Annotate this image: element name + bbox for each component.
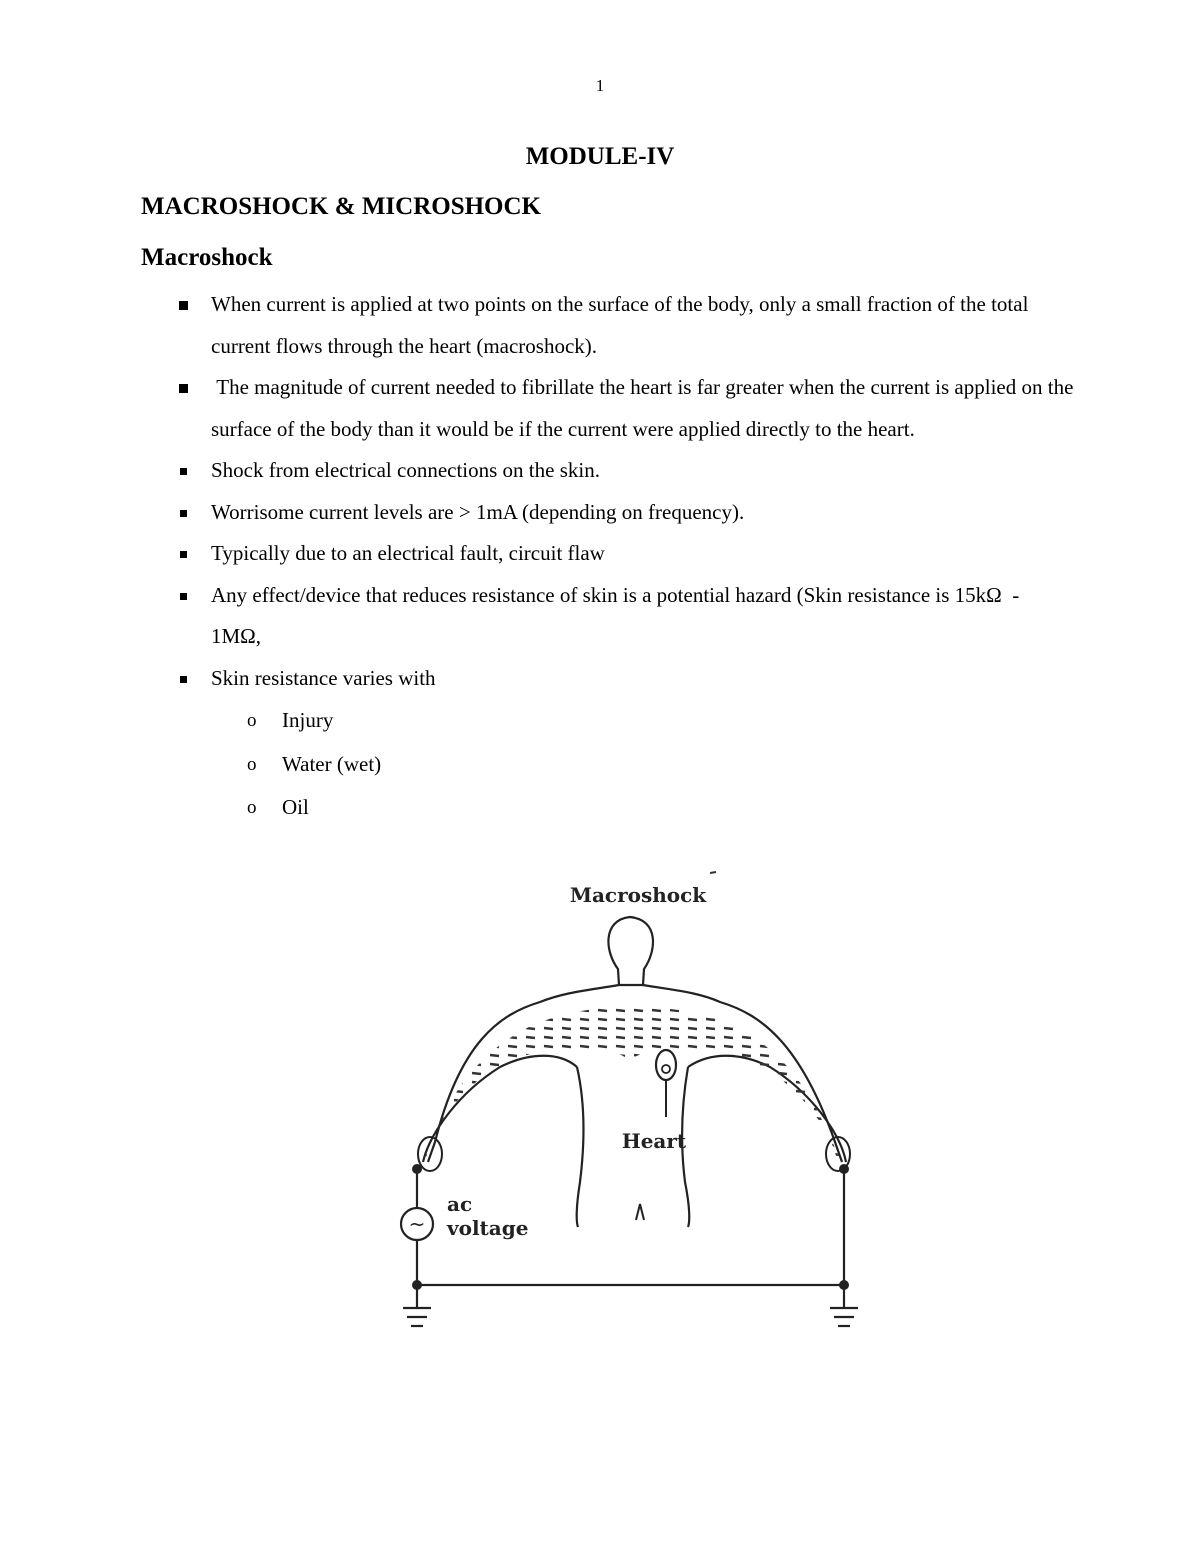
circle-bullet-icon: o [247, 710, 257, 731]
sub-list-item [211, 743, 1076, 787]
bullet-text: Worrisome current levels are > 1mA (depending on frequency). [211, 499, 745, 524]
square-bullet-icon [180, 593, 187, 600]
heart-label: Heart [621, 1129, 687, 1153]
bullet-text: Skin resistance varies with [211, 665, 436, 690]
macroshock-figure [380, 862, 880, 1352]
sub-bullet-text: Injury [282, 708, 334, 732]
circle-bullet-icon: o [247, 753, 257, 775]
list-item [176, 367, 1079, 450]
left-ground-node [412, 1280, 422, 1290]
list-item [176, 658, 1076, 830]
left-torso-outline [577, 1067, 584, 1227]
list-item [176, 533, 1076, 575]
square-bullet-icon [180, 676, 187, 683]
sub-list-item [211, 786, 1076, 830]
macroshock-bullet-list [176, 284, 1079, 830]
right-ground-node [839, 1280, 849, 1290]
right-ground-icon [830, 1308, 858, 1326]
skin-resistance-sub-list [211, 699, 1076, 830]
square-bullet-icon [180, 510, 187, 517]
heart-inner-icon [662, 1065, 670, 1073]
voltage-label: voltage [447, 1216, 529, 1240]
ac-source-symbol: ~ [408, 1212, 426, 1236]
sub-list-item [211, 699, 1076, 743]
stray-mark [710, 872, 716, 873]
bullet-text: Typically due to an electrical fault, circuit flaw [211, 541, 605, 565]
section-title: MACROSHOCK & MICROSHOCK [141, 193, 541, 220]
module-title: MODULE-IV [525, 143, 675, 170]
list-item [176, 450, 1076, 492]
ac-label: ac [447, 1192, 473, 1216]
bullet-text: Any effect/device that reduces resistance of skin is a potential hazard (Skin resistance is 15kΩ - 1MΩ, [211, 582, 1030, 648]
macroshock-diagram [380, 862, 880, 1352]
subsection-title: Macroshock [141, 244, 273, 271]
square-bullet-icon [180, 551, 187, 558]
circle-bullet-icon: o [247, 797, 257, 818]
bullet-text: The magnitude of current needed to fibrillate the heart is far greater when the current is applied on the surface of the body than it would be if the current were applied directly to the heart. [211, 375, 1079, 441]
head-outline [608, 917, 653, 985]
square-bullet-icon [179, 384, 188, 393]
bullet-text: When current is applied at two points on the surface of the body, only a small fraction of the total current flows through the heart (macroshock). [211, 292, 1029, 358]
sub-bullet-text: Oil [282, 795, 309, 819]
page-number: 1 [595, 76, 605, 95]
list-item [176, 575, 1076, 658]
sub-bullet-text: Water (wet) [282, 751, 382, 776]
list-item [176, 284, 1076, 367]
left-ground-icon [403, 1308, 431, 1326]
square-bullet-icon [180, 468, 187, 475]
figure-title: Macroshock [569, 883, 707, 907]
left-arm-underside [423, 1056, 577, 1162]
right-contact-node [839, 1164, 849, 1174]
left-contact-node [412, 1164, 422, 1174]
leg-split-mark [636, 1204, 644, 1220]
square-bullet-icon [179, 301, 188, 310]
list-item [176, 492, 1076, 534]
bullet-text: Shock from electrical connections on the skin. [211, 458, 600, 482]
